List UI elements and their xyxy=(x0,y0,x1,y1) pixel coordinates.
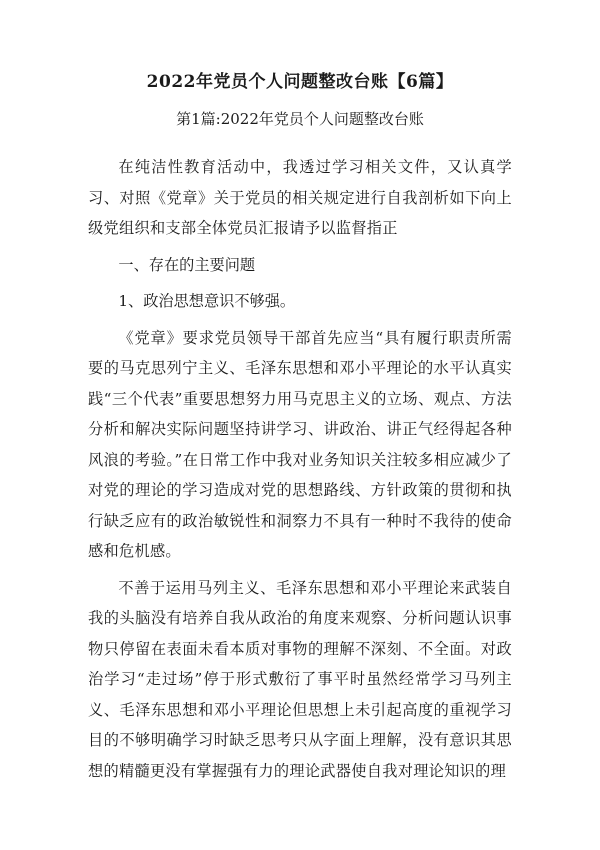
intro-paragraph: 在纯洁性教育活动中，我透过学习相关文件，又认真学习、对照《党章》关于党员的相关规定进行自我剖析如下向上级党组织和支部全体党员汇报请予以监督指正 xyxy=(88,158,512,237)
document-subtitle: 第1篇:2022年党员个人问题整改台账 xyxy=(176,110,424,128)
body-paragraph-2: 不善于运用马列主义、毛泽东思想和邓小平理论来武装自我的头脑没有培养自我从政治的角度来观察、分析问题认识事物只停留在表面未看本质对事物的理解不深刻、不全面。对政治学习“走过场”停于形式敷衍了事平时虽然经常学习马列主义、毛泽东思想和邓小平理论但思想上未引起高度的重视学习目的不够明确学习时缺乏思考只从字面上理解，没有意识其思想的精髓更没有掌握强有力的理论武器使自我对理论知识的理 xyxy=(88,578,512,780)
document-title: 2022年党员个人问题整改台账【6篇】 xyxy=(146,72,454,92)
body-paragraph-1: 《党章》要求党员领导干部首先应当“具有履行职责所需要的马克思列宁主义、毛泽东思想和邓小平理论的水平认真实践“三个代表”重要思想努力用马克思主义的立场、观点、方法分析和解决实际问题坚持讲学习、讲政治、讲正气经得起各种风浪的考验。”在日常工作中我对业务知识关注较多相应减少了对党的理论的学习造成对党的思想路线、方针政策的贯彻和执行缺乏应有的政治敏锐性和洞察力不具有一种时不我待的使命感和危机感。 xyxy=(88,328,512,560)
section-heading: 一、存在的主要问题 xyxy=(118,255,256,274)
item-heading: 1、政治思想意识不够强。 xyxy=(118,292,296,310)
